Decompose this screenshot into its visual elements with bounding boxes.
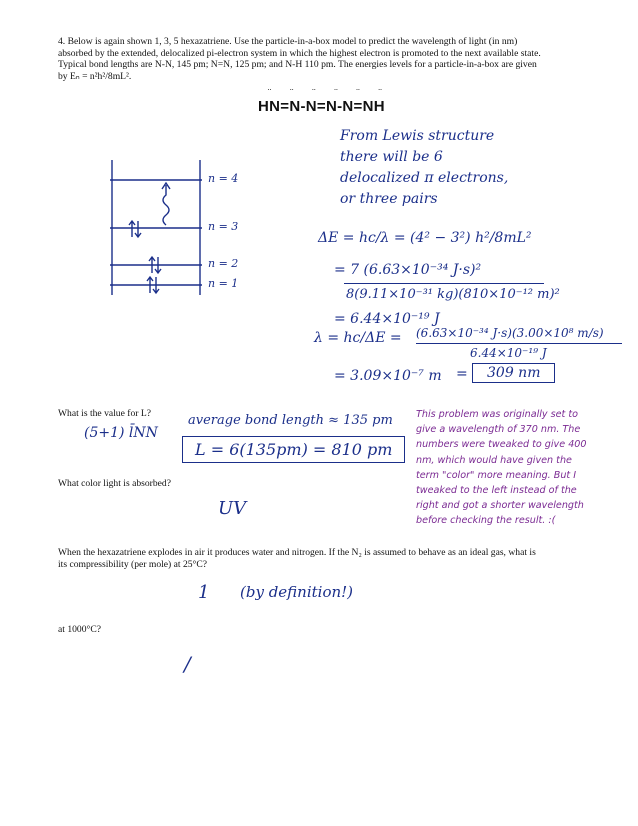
calc-step-numerator: = 7 (6.63×10⁻³⁴ J·s)² [334, 262, 482, 278]
delta-e-equation: ΔE = hc/λ = (4² − 3²) h²/8mL² [318, 230, 532, 246]
lewis-note-line: there will be 6 [340, 149, 443, 165]
note-line: term "color" more meaning. But I [416, 469, 577, 481]
question-line: When the hexazatriene explodes in air it produces water and nitrogen. If the N₂ is assumed to behave as an ideal gas, what is [58, 547, 536, 558]
answer-1000c: / [184, 652, 191, 676]
lewis-note-line: or three pairs [340, 191, 438, 207]
lambda-result-nm: 309 nm [472, 363, 555, 383]
note-line: This problem was originally set to [416, 409, 578, 420]
note-line: right and got a shorter wavelength [416, 500, 584, 512]
question-1000c: at 1000°C? [58, 624, 102, 635]
question-text [58, 36, 618, 82]
level-label-n3: n = 3 [208, 220, 239, 233]
question-line: its compressibility (per mole) at 25°C? [58, 558, 208, 570]
question-line: Typical bond lengths are N-N, 145 pm; N=N, 125 pm; and N-H 110 pm. The energies levels for a particle-in-a-box are given [58, 59, 537, 70]
lewis-note [340, 126, 508, 210]
instructor-note [416, 407, 628, 529]
note-line: numbers were tweaked to give 400 [416, 439, 587, 451]
level-label-n4: n = 4 [208, 172, 239, 185]
lewis-note-line: delocalized π electrons, [340, 170, 509, 186]
question-line: 4. Below is again shown 1, 3, 5 hexazatriene. Use the particle-in-a-box model to predict the wavelength of light (in nm) [58, 36, 518, 47]
answer-L-boxed: L = 6(135pm) = 810 pm [182, 436, 405, 463]
note-line: nm, which would have given the [416, 454, 572, 466]
fraction-bar [344, 283, 544, 284]
question-compressibility [58, 547, 628, 570]
molecule-lone-pairs: ¨ ¨ ¨ ¨ ¨ ¨ [268, 88, 390, 99]
definition-note: (by definition!) [240, 583, 354, 601]
molecule-structure: HN=N-N=N-N=NH [258, 98, 385, 115]
average-bond-length: average bond length ≈ 135 pm [188, 413, 393, 428]
equals-sign: = [456, 366, 468, 382]
question-line: absorbed by the extended, delocalized pi-electron system in which the highest electron is promoted to the next available state. [58, 47, 541, 59]
answer-compressibility: 1 [198, 582, 210, 603]
note-line: before checking the result. :( [416, 515, 556, 527]
note-line: tweaked to the left instead of the [416, 485, 577, 497]
answer-color: UV [218, 498, 247, 519]
calc-step-denominator: 8(9.11×10⁻³¹ kg)(810×10⁻¹² m)² [346, 287, 560, 302]
lambda-denominator: 6.44×10⁻¹⁹ J [470, 346, 547, 360]
question-color: What color light is absorbed? [58, 478, 171, 489]
lambda-numerator: (6.63×10⁻³⁴ J·s)(3.00×10⁸ m/s) [416, 326, 604, 340]
lewis-note-line: From Lewis structure [340, 128, 495, 144]
lambda-fraction-bar [416, 343, 622, 344]
level-label-n1: n = 1 [208, 277, 239, 290]
lambda-result-m: = 3.09×10⁻⁷ m [334, 368, 442, 384]
lambda-equation: λ = hc/ΔE = [314, 330, 402, 346]
note-line: give a wavelength of 370 nm. The [416, 424, 581, 436]
calc-energy-result: = 6.44×10⁻¹⁹ J [334, 311, 440, 327]
answer-L-hand: (5+1) l̄NN [84, 425, 158, 441]
question-line: by Eₙ = n²h²/8mL². [58, 70, 132, 82]
question-L: What is the value for L? [58, 408, 151, 419]
level-label-n2: n = 2 [208, 257, 239, 270]
